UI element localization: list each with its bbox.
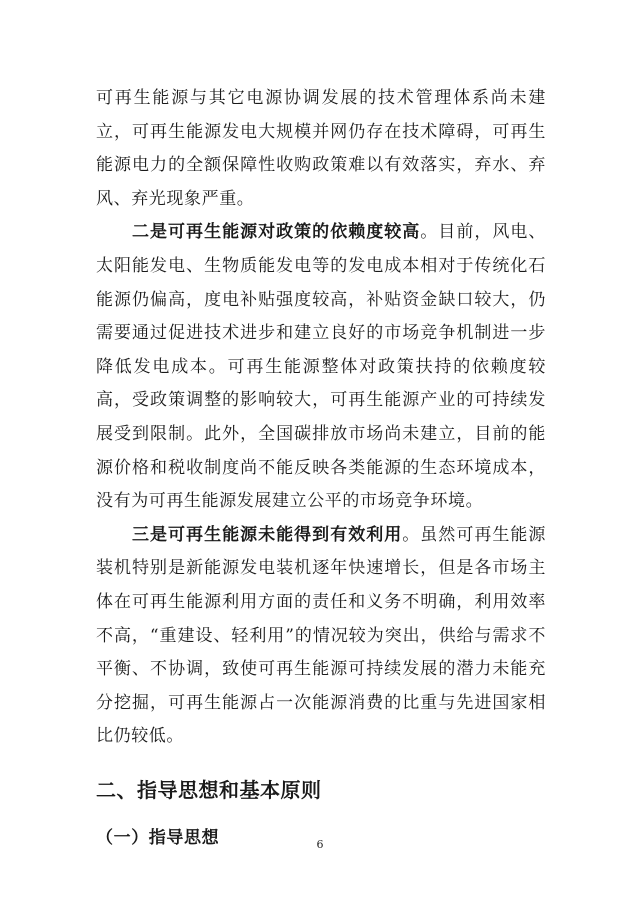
paragraph-utilization	[96, 519, 546, 754]
page-number: 6	[316, 838, 324, 851]
paragraph-text: 。目前，风电、太阳能发电、生物质能发电等的发电成本相对于传统化石能源仍偏高，度电补贴强度较高，补贴资金缺口较大，仍需要通过促进技术进步和建立良好的市场竞争机制进一步降低发电成本。可再生能源整体对政策扶持的依赖度较高，受政策调整的影响较大，可再生能源产业的可持续发展受到限制。此外，全国碳排放市场尚未建立，目前的能源价格和税收制度尚不能反映各类能源的生态环境成本，没有为可再生能源发展建立公平的市场竞争环境。	[96, 222, 546, 512]
paragraph-policy-dependence	[96, 216, 546, 518]
section-heading: 二、指导思想和基本原则	[96, 777, 322, 802]
paragraph-lead: 二是可再生能源对政策的依赖度较高	[132, 222, 421, 243]
paragraph-continuation	[96, 82, 546, 216]
document-body	[96, 82, 546, 854]
paragraph-text: 。虽然可再生能源装机特别是新能源发电装机逐年快速增长，但是各市场主体在可再生能源利用方面的责任和义务不明确，利用效率不高，“重建设、轻利用”的情况较为突出，供给与需求不平衡、不协调，致使可再生能源可持续发展的潜力未能充分挖掘，可再生能源占一次能源消费的比重与先进国家相比仍较低。	[96, 524, 546, 747]
subsection-heading: （一）指导思想	[96, 827, 220, 848]
paragraph-lead: 三是可再生能源未能得到有效利用	[132, 524, 403, 545]
paragraph-text: 可再生能源与其它电源协调发展的技术管理体系尚未建立，可再生能源发电大规模并网仍存在技术障碍，可再生能源电力的全额保障性收购政策难以有效落实，弃水、弃风、弃光现象严重。	[96, 88, 546, 209]
